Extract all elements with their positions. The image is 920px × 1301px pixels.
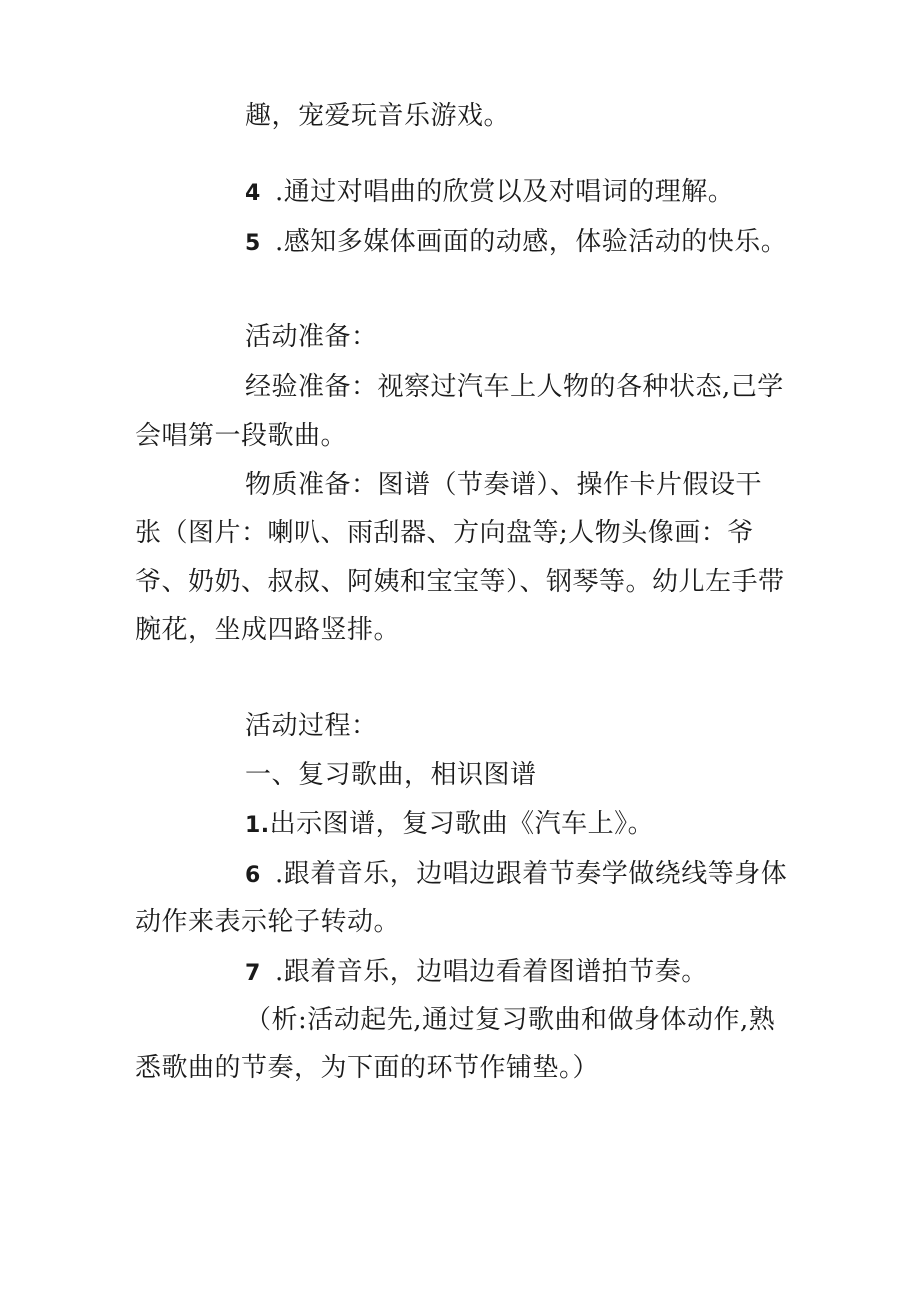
line-text: .跟着音乐，边唱边看着图谱拍节奏。	[275, 957, 708, 987]
paragraph-material-prep	[245, 469, 762, 501]
paragraph-experience-prep	[245, 371, 784, 403]
paragraph-analysis-cont	[135, 1052, 599, 1084]
line-text: 出示图谱，复习歌曲《汽车上》。	[269, 809, 655, 839]
paragraph-goal-3-continuation	[245, 100, 510, 132]
item-number: 1.	[245, 813, 270, 838]
paragraph-analysis	[245, 1004, 775, 1036]
line-text: 一、复习歌曲，相识图谱	[245, 760, 537, 790]
section-heading-preparation	[245, 321, 378, 353]
paragraph-goal-4	[245, 176, 734, 210]
paragraph-material-prep-cont-3	[135, 614, 400, 646]
line-text: 腕花，坐成四路竖排。	[135, 615, 401, 645]
line-text: 活动准备：	[245, 322, 378, 352]
item-number: 4	[245, 181, 261, 206]
line-text: 张（图片：喇叭、雨刮器、方向盘等;人物头像画：爷	[135, 518, 754, 548]
paragraph-step-7	[245, 956, 708, 990]
line-text: 动作来表示轮子转动。	[135, 907, 401, 937]
line-text: 爷、奶奶、叔叔、阿姨和宝宝等）、钢琴等。幼儿左手带	[135, 567, 785, 597]
line-text: 经验准备：视察过汽车上人物的各种状态,己学	[245, 372, 784, 402]
line-text: 会唱第一段歌曲。	[135, 421, 348, 451]
line-text: （析:活动起先,通过复习歌曲和做身体动作,熟	[245, 1005, 776, 1035]
paragraph-step-6-cont	[135, 906, 400, 938]
subsection-heading-review	[245, 759, 537, 791]
line-text: .通过对唱曲的欣赏以及对唱词的理解。	[275, 177, 735, 207]
section-heading-process	[245, 710, 378, 742]
item-number: 5	[245, 231, 261, 256]
paragraph-goal-5	[245, 226, 787, 260]
line-text: 悉歌曲的节奏，为下面的环节作铺垫。）	[135, 1053, 600, 1083]
paragraph-step-1	[245, 808, 654, 842]
paragraph-experience-prep-cont	[135, 420, 347, 452]
line-text: 趣，宠爱玩音乐游戏。	[245, 101, 511, 131]
paragraph-step-6	[245, 858, 787, 892]
paragraph-material-prep-cont-2	[135, 566, 785, 598]
line-text: 物质准备：图谱（节奏谱）、操作卡片假设干	[245, 470, 763, 500]
item-number: 7	[245, 961, 261, 986]
item-number: 6	[245, 863, 261, 888]
line-text: .感知多媒体画面的动感，体验活动的快乐。	[275, 227, 788, 257]
line-text: .跟着音乐，边唱边跟着节奏学做绕线等身体	[275, 859, 788, 889]
line-text: 活动过程：	[245, 711, 378, 741]
paragraph-material-prep-cont-1	[135, 517, 754, 549]
